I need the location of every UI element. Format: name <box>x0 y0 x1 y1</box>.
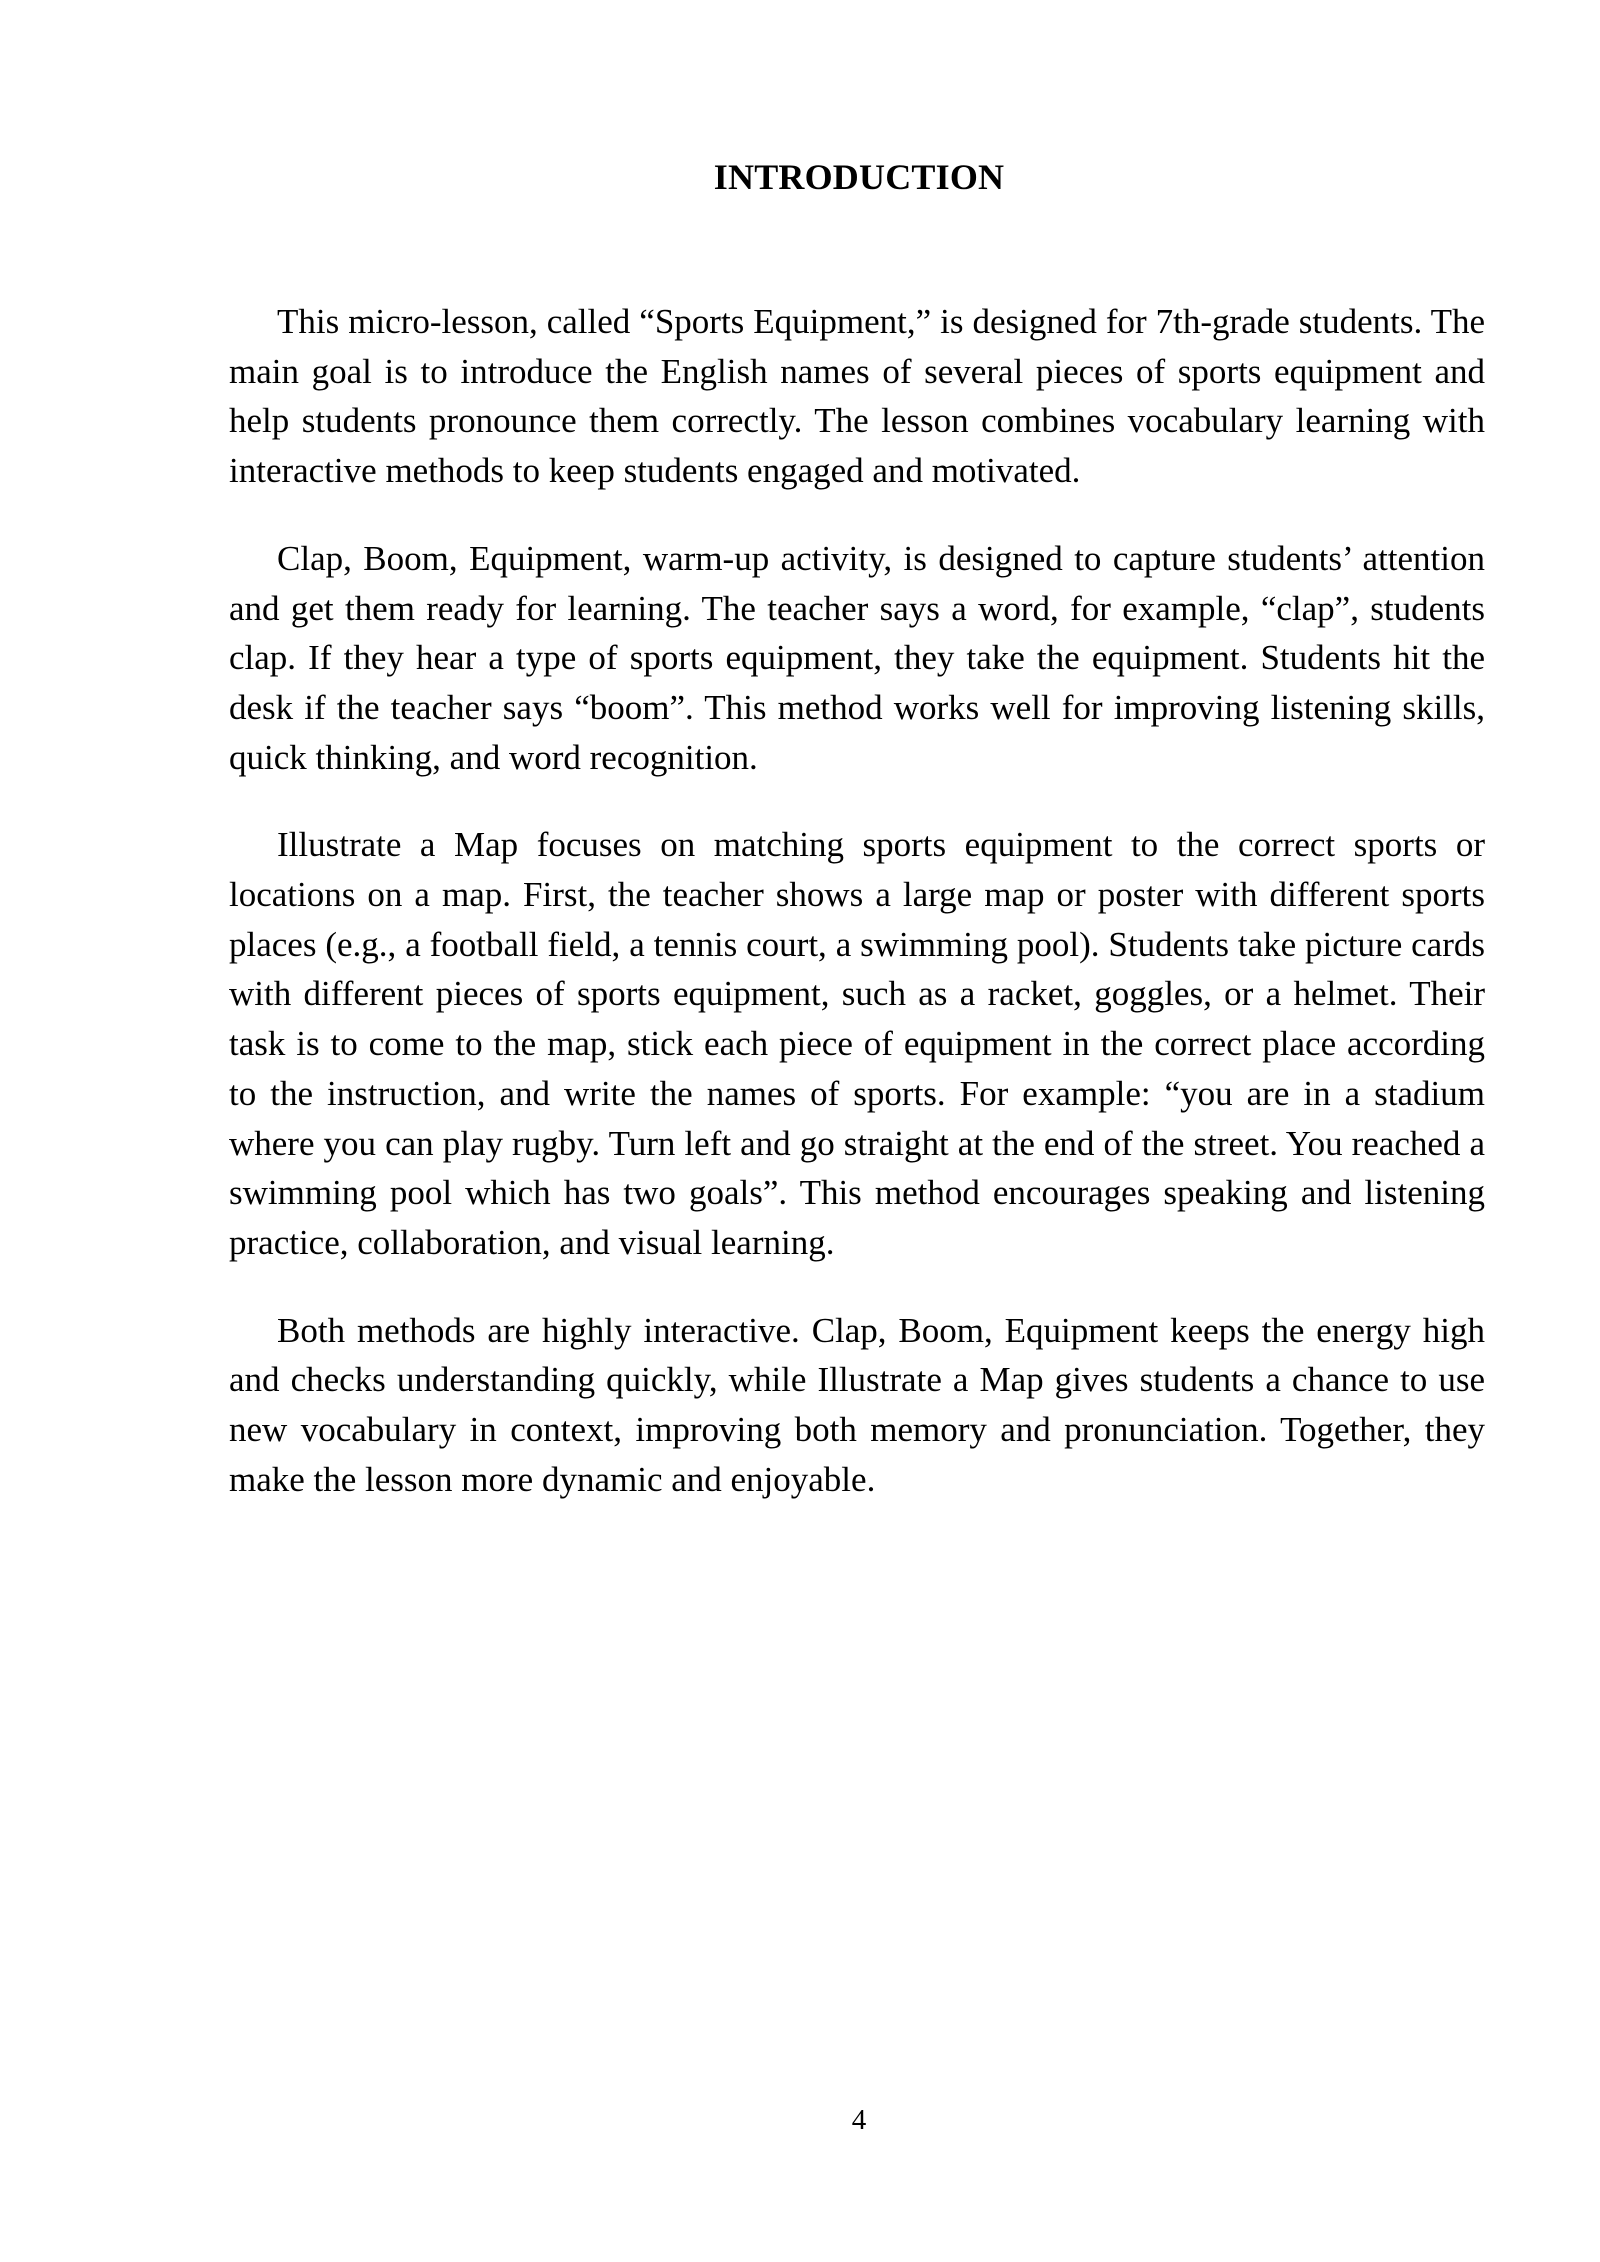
paragraph-conclusion: Both methods are highly interactive. Clap, Boom, Equipment keeps the energy high and checks understanding quickly, while Illustrate a Map gives students a chance to use new vocabulary in context, improving both memory and pronunciation. Together, they make the lesson more dynamic and enjoyable. <box>229 1310 1485 1499</box>
body-text <box>229 297 1485 1542</box>
paragraph-intro: This micro-lesson, called “Sports Equipment,” is designed for 7th-grade students. The main goal is to introduce the English names of several pieces of sports equipment and help students pronounce them correctly. The lesson combines vocabulary learning with interactive methods to keep students engaged and motivated. <box>229 302 1485 491</box>
page-number: 4 <box>851 2104 867 2136</box>
paragraph-illustrate-map: Illustrate a Map focuses on matching sports equipment to the correct sports or locations on a map. First, the teacher shows a large map or poster with different sports places (e.g., a football field, a tennis court, a swimming pool). Students take picture cards with different pieces of sports equipment, such as a racket, goggles, or a helmet. Their task is to come to the map, stick each piece of equipment in the correct place according to the instruction, and write the names of sports. For example: “you are in a stadium where you can play rugby. Turn left and go straight at the end of the street. You reached a swimming pool which has two goals”. This method encourages speaking and listening practice, collaboration, and visual learning. <box>229 825 1485 1262</box>
paragraph-clap-boom: Clap, Boom, Equipment, warm-up activity, is designed to capture students’ attention and get them ready for learning. The teacher says a word, for example, “clap”, students clap. If they hear a type of sports equipment, they take the equipment. Students hit the desk if the teacher says “boom”. This method works well for improving listening skills, quick thinking, and word recognition. <box>229 538 1485 777</box>
page-title: INTRODUCTION <box>713 157 1005 197</box>
